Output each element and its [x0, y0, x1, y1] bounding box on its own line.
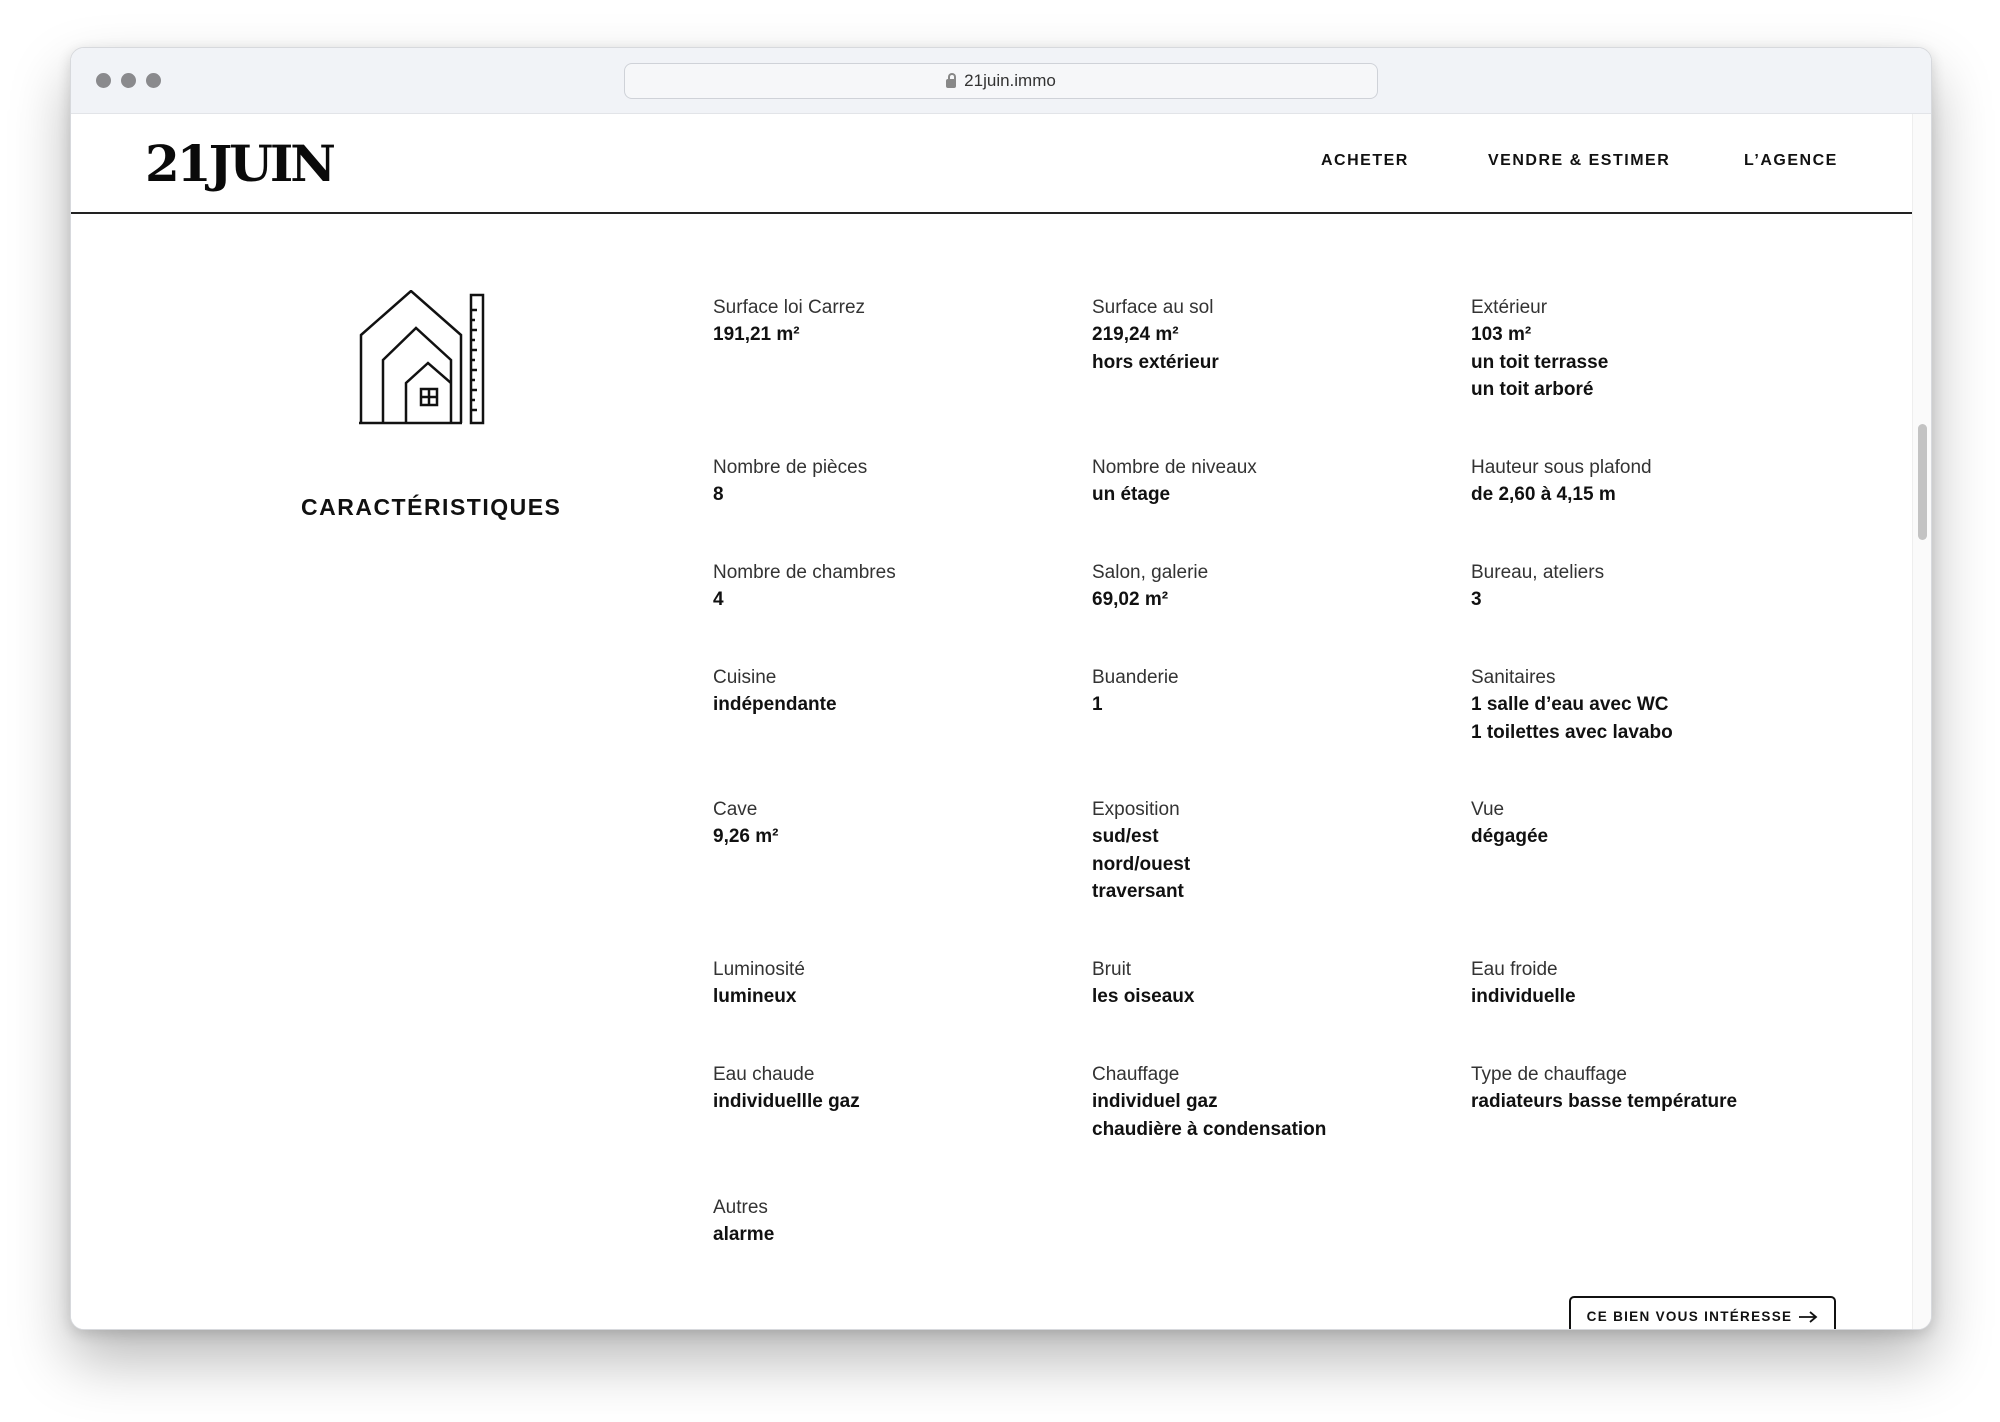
characteristic-item [713, 664, 837, 719]
house-ruler-icon [358, 290, 494, 426]
characteristic-label: Sanitaires [1471, 667, 1556, 688]
characteristic-label: Eau chaude [713, 1064, 815, 1085]
characteristic-item [1471, 559, 1604, 614]
characteristic-value: 103 m² [1471, 324, 1532, 345]
characteristic-label: Luminosité [713, 959, 805, 980]
characteristic-item [713, 796, 778, 851]
characteristic-item [713, 454, 867, 509]
characteristic-label: Surface au sol [1092, 297, 1214, 318]
characteristic-label: Autres [713, 1197, 768, 1218]
characteristic-value: indépendante [713, 694, 837, 715]
minimize-window-button[interactable] [121, 73, 136, 88]
characteristic-value: alarme [713, 1224, 775, 1245]
characteristic-label: Hauteur sous plafond [1471, 457, 1652, 478]
characteristic-item [713, 1194, 774, 1249]
nav-acheter[interactable]: ACHETER [1321, 152, 1409, 169]
characteristic-value: un toit arboré [1471, 379, 1594, 400]
characteristic-label: Nombre de chambres [713, 562, 896, 583]
characteristic-label: Salon, galerie [1092, 562, 1209, 583]
site-logo[interactable]: 21JUIN [145, 134, 333, 193]
characteristic-value: individuel gaz [1092, 1091, 1218, 1112]
browser-window [70, 47, 1932, 1330]
characteristic-value: nord/ouest [1092, 853, 1191, 875]
nav-vendre-estimer[interactable]: VENDRE & ESTIMER [1488, 152, 1671, 169]
characteristic-label: Nombre de niveaux [1092, 457, 1257, 478]
characteristic-label: Chauffage [1092, 1064, 1180, 1085]
characteristic-item [1471, 796, 1548, 851]
characteristic-item [1471, 294, 1608, 404]
characteristic-item [713, 294, 865, 349]
characteristic-value: 1 toilettes avec lavabo [1471, 721, 1673, 743]
characteristic-value: 9,26 m² [713, 826, 779, 847]
characteristic-label: Type de chauffage [1471, 1064, 1627, 1085]
maximize-window-button[interactable] [146, 73, 161, 88]
interest-button-label: CE BIEN VOUS INTÉRESSE [1586, 1309, 1793, 1324]
characteristic-value: individuelle [1471, 986, 1576, 1007]
characteristic-label: Extérieur [1471, 297, 1548, 318]
characteristic-value: sud/est [1092, 826, 1159, 847]
characteristic-label: Cuisine [713, 667, 777, 688]
scrollbar-thumb[interactable] [1918, 424, 1927, 540]
characteristic-item [1471, 956, 1576, 1011]
characteristic-value: dégagée [1471, 826, 1549, 847]
characteristic-item [1471, 664, 1673, 746]
characteristic-label: Buanderie [1092, 667, 1179, 688]
characteristic-label: Bureau, ateliers [1471, 562, 1605, 583]
characteristic-value: traversant [1092, 881, 1184, 902]
characteristic-label: Exposition [1092, 799, 1180, 820]
characteristic-value: un étage [1092, 484, 1171, 505]
characteristic-value: 8 [713, 484, 724, 505]
nav-agence[interactable]: L’AGENCE [1744, 152, 1838, 169]
address-bar[interactable] [624, 63, 1378, 99]
characteristic-value: 1 [1092, 694, 1103, 715]
characteristic-label: Eau froide [1471, 959, 1558, 980]
characteristic-item [1092, 664, 1179, 719]
characteristic-item [1092, 956, 1194, 1011]
characteristic-value: de 2,60 à 4,15 m [1471, 484, 1616, 505]
browser-toolbar [71, 48, 1931, 114]
characteristic-item [713, 1061, 860, 1116]
characteristic-value: radiateurs basse température [1471, 1091, 1738, 1112]
characteristic-value: 3 [1471, 589, 1482, 610]
characteristic-value: les oiseaux [1092, 986, 1195, 1007]
section-title: CARACTÉRISTIQUES [301, 494, 562, 520]
characteristic-item [1092, 559, 1208, 614]
arrow-right-icon [1798, 1311, 1818, 1323]
characteristic-label: Cave [713, 799, 758, 820]
characteristic-item [1471, 454, 1652, 509]
lock-icon [946, 79, 956, 88]
close-window-button[interactable] [96, 73, 111, 88]
characteristic-value: individuellle gaz [713, 1091, 860, 1112]
characteristic-value: hors extérieur [1092, 351, 1219, 373]
characteristic-value: 1 salle d’eau avec WC [1471, 694, 1669, 715]
characteristic-value: chaudière à condensation [1092, 1118, 1327, 1140]
characteristic-label: Vue [1471, 799, 1505, 820]
characteristic-value: 219,24 m² [1092, 324, 1179, 345]
characteristic-item [1092, 294, 1219, 376]
site-header [71, 114, 1913, 214]
interest-button[interactable] [1569, 1296, 1836, 1330]
characteristic-item [1092, 454, 1257, 509]
characteristic-label: Bruit [1092, 959, 1132, 980]
characteristic-label: Nombre de pièces [713, 457, 868, 478]
characteristic-item [1092, 1061, 1326, 1143]
characteristic-label: Surface loi Carrez [713, 297, 866, 318]
characteristic-item [713, 559, 896, 614]
page-content [71, 114, 1913, 1329]
characteristic-value: 191,21 m² [713, 324, 800, 345]
characteristic-value: un toit terrasse [1471, 351, 1609, 373]
characteristic-value: lumineux [713, 986, 797, 1007]
characteristic-item [713, 956, 805, 1011]
characteristic-value: 69,02 m² [1092, 589, 1169, 610]
characteristic-item [1092, 796, 1190, 906]
url-text: 21juin.immo [964, 71, 1056, 90]
characteristic-item [1471, 1061, 1737, 1116]
scrollbar[interactable] [1912, 114, 1931, 1329]
characteristic-value: 4 [713, 589, 724, 610]
